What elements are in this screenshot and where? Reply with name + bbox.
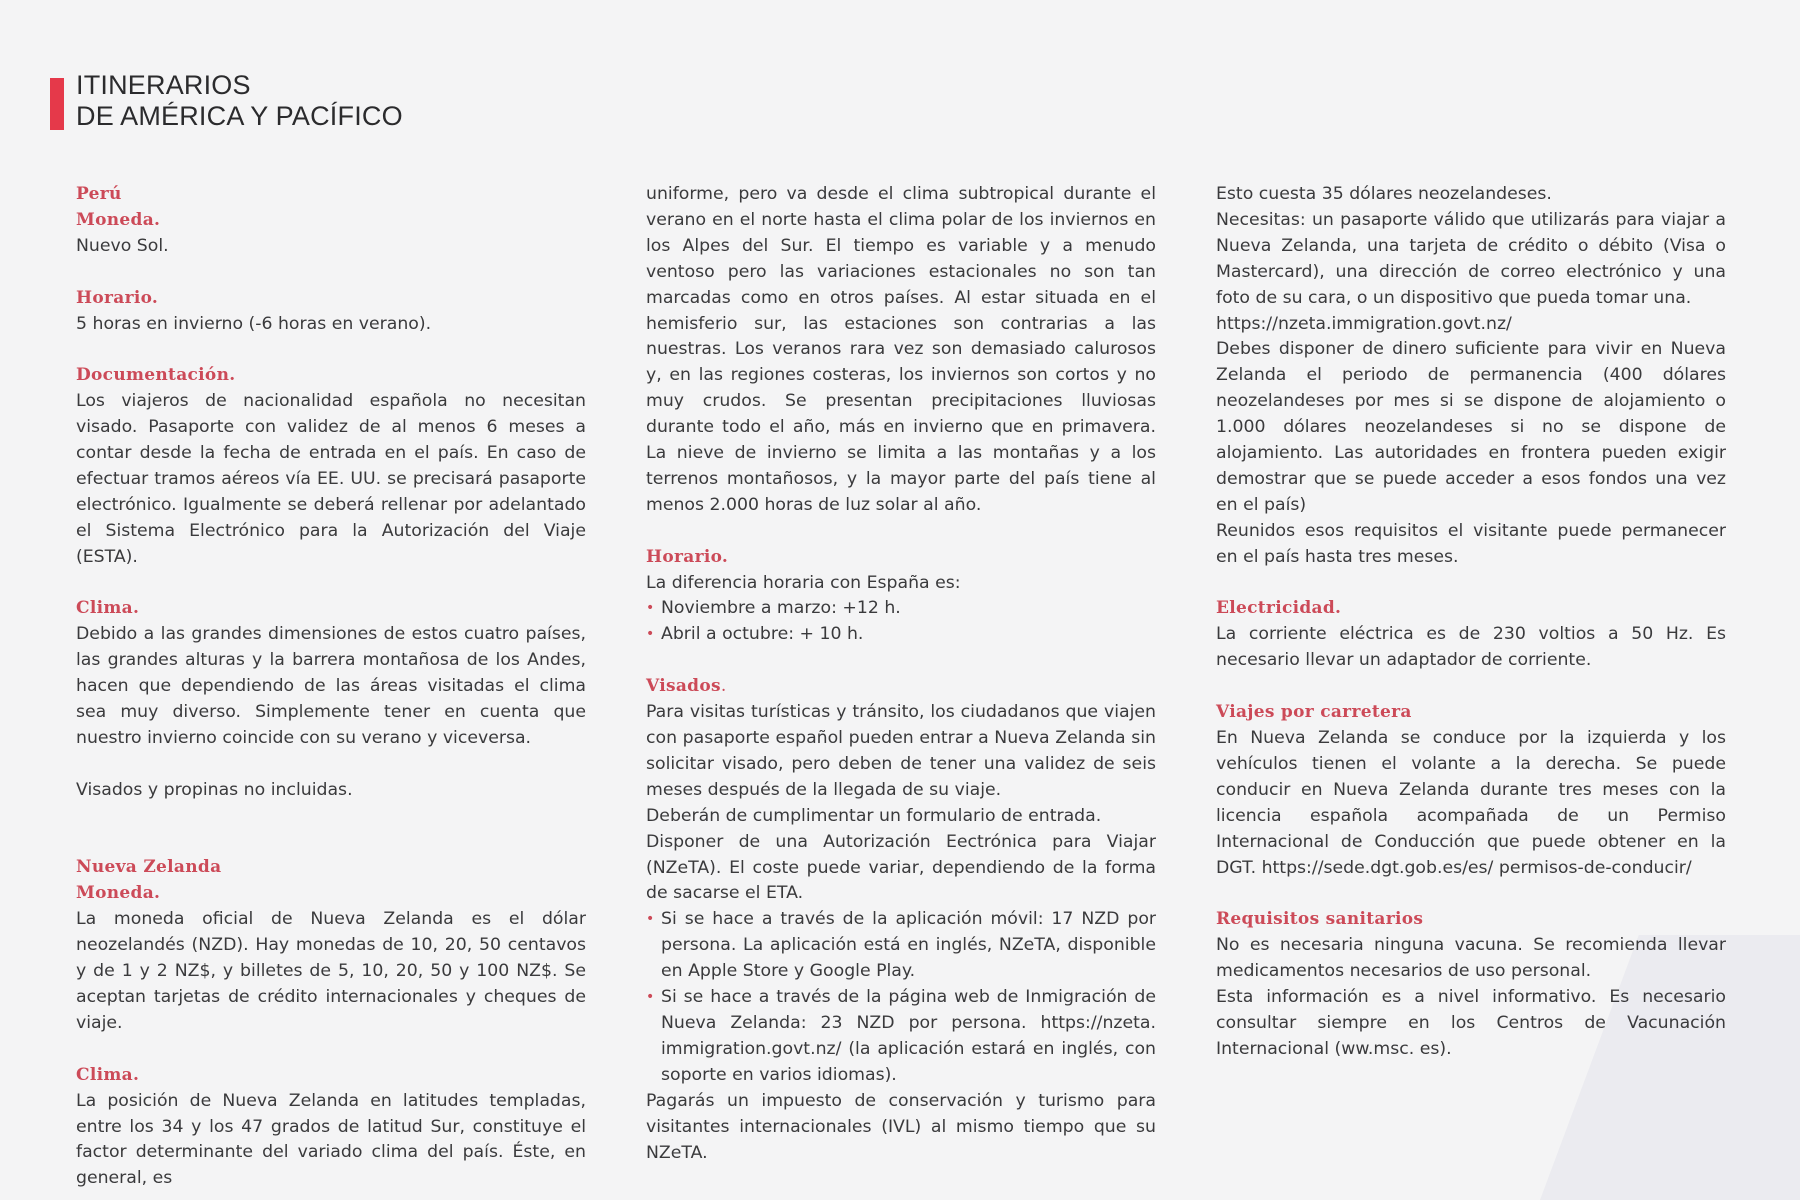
column-2 xyxy=(646,182,1156,1166)
heading-visados-dot: . xyxy=(720,676,727,697)
text-dinero: Debes disponer de dinero suficiente para vivir en Nueva Zelanda el periodo de permanencia (400 dólares neozelandeses por mes si se dispone de alojamiento o 1.000 dólares neozelandeses si no se dispone de alojamiento. Las autoridades en frontera pueden exigir demostrar que se puede acceder a esos fondos una vez en el país) xyxy=(1216,339,1726,515)
text-moneda: Nuevo Sol. xyxy=(76,235,169,256)
text-necesitas: Necesitas: un pasaporte válido que utilizarás para viajar a Nueva Zelanda, una tarjeta de crédito o débito (Visa o Mastercard), una dirección de correo electrónico y una foto de su cara, o un dispositivo que pueda tomar una. xyxy=(1216,209,1726,308)
list-item: • Si se hace a través de la aplicación móvil: 17 NZD por persona. La aplicación está en inglés, NZeTA, disponible en Apple Store y Google Play. xyxy=(646,907,1156,985)
text-clima-nz-cont: uniforme, pero va desde el clima subtropical durante el verano en el norte hasta el clima polar de los inviernos en los Alpes del Sur. El tiempo es variable y a menudo ventoso pero las variaciones estacionales no son tan marcadas como en otros países. Al estar situada en el hemisferio sur, las estaciones son contrarias a las nuestras. Los veranos rara vez son demasiado calurosos y, en las regiones costeras, los inviernos son cortos y no muy crudos. Se presentan precipitaciones lluviosas durante todo el año, más en invierno que en primavera. La nieve de invierno se limita a las montañas y a los terrenos montañosos, y la mayor parte del país tiene al menos 2.000 horas de luz solar al año. xyxy=(646,184,1156,515)
heading-clima: Clima. xyxy=(76,598,140,619)
list-visados xyxy=(646,907,1156,1088)
heading-clima-nz: Clima. xyxy=(76,1064,140,1085)
text-visados-1: Para visitas turísticas y tránsito, los ciudadanos que viajen con pasaporte español pueden entrar a Nueva Zelanda sin solicitar visado, pero deben de tener una validez de seis meses después de la llegada de su viaje. xyxy=(646,702,1156,800)
page-header xyxy=(50,70,403,132)
text-coste: Esto cuesta 35 dólares neozelandeses. xyxy=(1216,184,1552,204)
link-nzeta[interactable]: https://nzeta.immigration.govt.nz/ xyxy=(1216,313,1512,334)
section-title-nueva-zelanda: Nueva Zelanda xyxy=(76,857,222,878)
text-horario-intro: La diferencia horaria con España es: xyxy=(646,572,961,593)
accent-bar xyxy=(50,78,64,130)
text-moneda-nz: La moneda oficial de Nueva Zelanda es el dólar neozelandés (NZD). Hay monedas de 10, 20, 50 centavos y de 1 y 2 NZ$, y billetes de 5, 10, 20, 50 y 100 NZ$. Se aceptan tarjetas de crédito internacionales y cheques de viaje. xyxy=(76,909,586,1033)
heading-horario-nz: Horario. xyxy=(646,546,729,567)
heading-horario: Horario. xyxy=(76,287,159,308)
section-title-peru: Perú xyxy=(76,184,122,204)
heading-visados xyxy=(646,674,1156,700)
list-item: • Noviembre a marzo: +12 h. xyxy=(646,596,1156,622)
column-1 xyxy=(76,182,586,1192)
page-title-line2: DE AMÉRICA Y PACÍFICO xyxy=(76,101,403,131)
text-visados-propinas: Visados y propinas no incluidas. xyxy=(76,779,353,800)
heading-moneda-nz: Moneda. xyxy=(76,883,161,904)
text-permanencia: Reunidos esos requisitos el visitante puede permanecer en el país hasta tres meses. xyxy=(1216,520,1726,567)
heading-moneda: Moneda. xyxy=(76,209,161,230)
heading-viajes-carretera: Viajes por carretera xyxy=(1216,702,1412,723)
text-visados-2: Deberán de cumplimentar un formulario de entrada. xyxy=(646,805,1102,826)
text-electricidad: La corriente eléctrica es de 230 voltios a 50 Hz. Es necesario llevar un adaptador de corriente. xyxy=(1216,624,1726,671)
list-item: • Abril a octubre: + 10 h. xyxy=(646,622,1156,648)
text-sanitarios-1: No es necesaria ninguna vacuna. Se recomienda llevar medicamentos necesarios de uso personal. xyxy=(1216,935,1726,982)
heading-electricidad: Electricidad. xyxy=(1216,598,1342,619)
page-title-line1: ITINERARIOS xyxy=(76,70,251,100)
heading-requisitos-sanitarios: Requisitos sanitarios xyxy=(1216,909,1424,930)
text-sanitarios-2: Esta información es a nivel informativo. Es necesario consultar siempre en los Centros de Vacunación Internacional (ww.msc. es). xyxy=(1216,987,1726,1059)
column-3 xyxy=(1216,182,1726,1063)
text-horario: 5 horas en invierno (-6 horas en verano). xyxy=(76,313,432,334)
heading-visados-label: Visados xyxy=(646,676,721,697)
page-title xyxy=(76,70,403,132)
heading-documentacion: Documentación. xyxy=(76,365,236,386)
list-horario xyxy=(646,596,1156,648)
text-clima-nz: La posición de Nueva Zelanda en latitudes templadas, entre los 34 y los 47 grados de latitud Sur, constituye el factor determinante del variado clima del país. Éste, en general, es xyxy=(76,1090,586,1189)
list-item: • Si se hace a través de la página web de Inmigración de Nueva Zelanda: 23 NZD por persona. https://nzeta. immigration.govt.nz/ (la aplicación estará en inglés, con soporte en varios idiomas). xyxy=(646,985,1156,1089)
text-visados-3: Disponer de una Autorización Eectrónica para Viajar (NZeTA). El coste puede variar, dependiendo de la forma de sacarse el ETA. xyxy=(646,831,1156,904)
text-viajes-carretera: En Nueva Zelanda se conduce por la izquierda y los vehículos tienen el volante a la derecha. Se puede conducir en Nueva Zelanda durante tres meses con la licencia española acompañada de un Permiso Internacional de Conducción que puede obtener en la DGT. https://sede.dgt.gob.es/es/ permisos-de-conducir/ xyxy=(1216,728,1726,878)
text-clima: Debido a las grandes dimensiones de estos cuatro países, las grandes alturas y la barrera montañosa de los Andes, hacen que dependiendo de las áreas visitadas el clima sea muy diverso. Simplemente tener en cuenta que nuestro invierno coincide con su verano y viceversa. xyxy=(76,624,586,748)
text-documentacion: Los viajeros de nacionalidad española no necesitan visado. Pasaporte con validez de al menos 6 meses a contar desde la fecha de entrada en el país. En caso de efectuar tramos aéreos vía EE. UU. se precisará pasaporte electrónico. Igualmente se deberá rellenar por adelantado el Sistema Electrónico para la Autorización del Viaje (ESTA). xyxy=(76,391,586,567)
text-visados-4: Pagarás un impuesto de conservación y turismo para visitantes internacionales (IVL) al mismo tiempo que su NZeTA. xyxy=(646,1090,1156,1163)
